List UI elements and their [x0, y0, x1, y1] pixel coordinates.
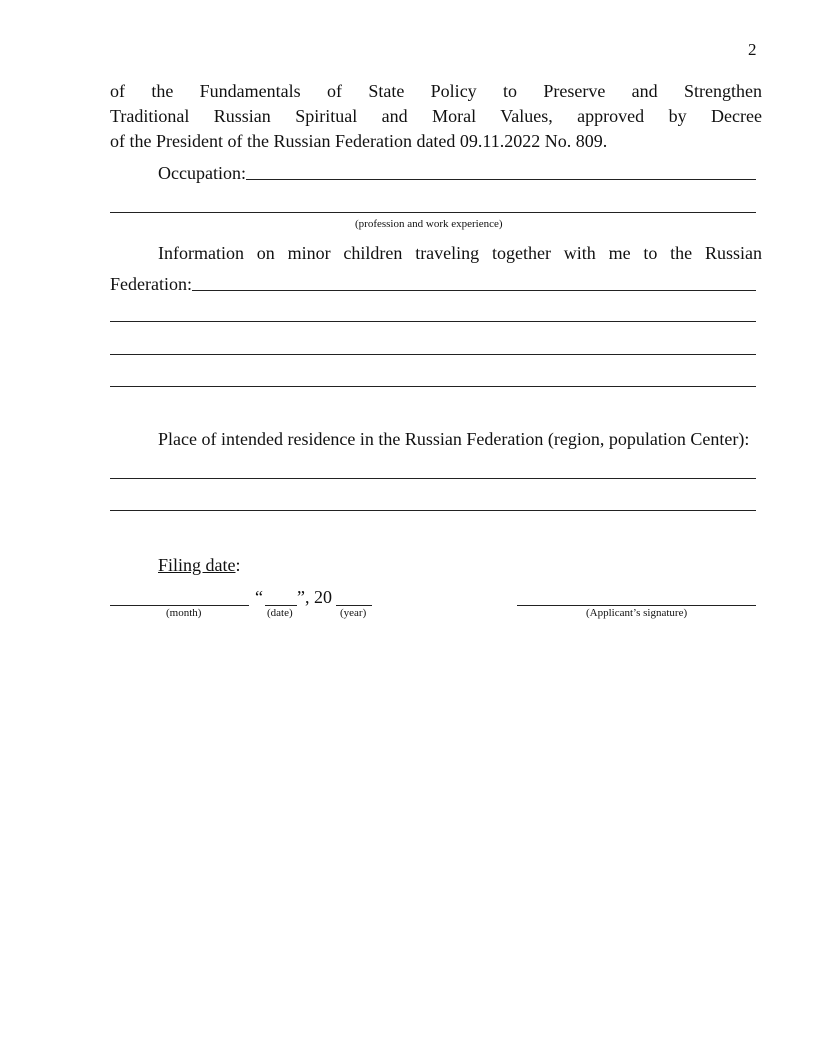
children-line[interactable] [192, 289, 756, 291]
residence-line-2[interactable] [110, 510, 756, 511]
page-number: 2 [748, 40, 757, 59]
signature-caption: (Applicant’s signature) [586, 607, 688, 619]
intro-line-3: of the President of the Russian Federation dated 09.11.2022 No. 809. [110, 131, 608, 151]
children-paragraph [110, 241, 762, 266]
children-line-4[interactable] [110, 386, 756, 387]
occupation-field[interactable] [158, 160, 756, 184]
children-field[interactable] [110, 271, 756, 295]
occupation-label: Occupation: [158, 163, 246, 183]
occupation-caption: (profession and work experience) [355, 218, 503, 230]
date-caption: (date) [267, 607, 293, 619]
residence-line-1[interactable] [110, 478, 756, 479]
signature-line[interactable] [517, 605, 756, 606]
intro-line-2: Traditional Russian Spiritual and Moral Values, approved by Decree [110, 106, 762, 126]
intro-paragraph [110, 79, 762, 154]
filing-date-heading [158, 555, 241, 576]
open-quote: “ [255, 587, 263, 607]
children-line-3[interactable] [110, 354, 756, 355]
filing-date-label: Filing date [158, 555, 236, 575]
occupation-line-2[interactable] [110, 212, 756, 213]
month-line[interactable] [110, 605, 249, 606]
year-line[interactable] [336, 605, 372, 606]
month-caption: (month) [166, 607, 202, 619]
intro-line-1: of the Fundamentals of State Policy to Preserve and Strengthen [110, 81, 762, 101]
year-prefix: ”, 20 [297, 587, 332, 607]
date-line[interactable] [265, 605, 297, 606]
residence-label: Place of intended residence in the Russian Federation (region, population Center): [158, 429, 750, 449]
year-caption: (year) [340, 607, 367, 619]
children-line-2[interactable] [110, 321, 756, 322]
children-line-1: Information on minor children traveling together with me to the Russian [158, 243, 762, 263]
children-label: Federation: [110, 274, 192, 294]
occupation-line[interactable] [246, 178, 756, 180]
filing-date-colon: : [235, 555, 241, 575]
